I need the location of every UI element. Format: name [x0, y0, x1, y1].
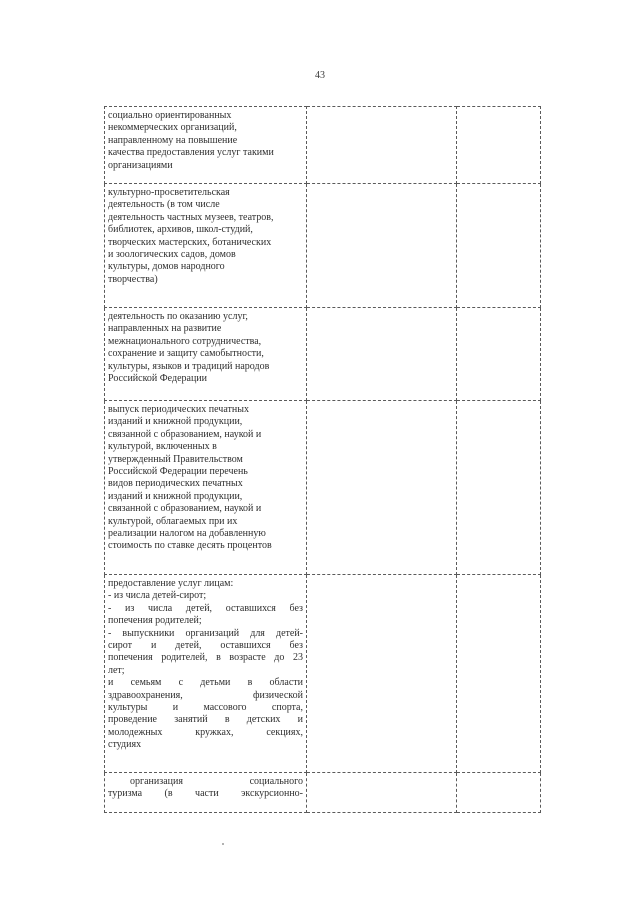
text-line: изданий и книжной продукции,	[108, 416, 243, 428]
empty-cell	[307, 401, 457, 575]
activity-cell	[105, 184, 307, 308]
text-line: лет;	[108, 664, 125, 676]
text-line: сохранение и защиту самобытности,	[108, 348, 264, 360]
text-line: реализации налогом на добавленную	[108, 528, 266, 540]
text-line: культуры, языков и традиций народов	[108, 360, 270, 372]
text-line: культурно-просветительская	[108, 187, 230, 198]
empty-cell	[457, 401, 541, 575]
text-line: организация социального	[130, 776, 303, 787]
text-line: - из числа детей-сирот;	[108, 590, 207, 602]
text-line: проведение занятий в детских и	[108, 714, 303, 726]
text-line: качества предоставления услуг такими	[108, 147, 274, 159]
activities-table	[104, 106, 541, 813]
text-line: попечения родителей;	[108, 615, 202, 627]
table-row	[105, 773, 541, 813]
text-line: Российской Федерации перечень	[108, 466, 248, 478]
text-line: - выпускники организаций для детей-	[108, 627, 303, 639]
text-line: сирот и детей, оставшихся без	[108, 640, 303, 652]
text-line: деятельность (в том числе	[108, 199, 220, 211]
text-line: видов периодических печатных	[108, 478, 243, 490]
empty-cell	[307, 184, 457, 308]
text-line: творческих мастерских, ботанических	[108, 236, 272, 248]
table-row	[105, 401, 541, 575]
text-line: библиотек, архивов, школ-студий,	[108, 224, 253, 236]
table-row	[105, 107, 541, 184]
text-line: организациями	[108, 159, 173, 171]
text-line: - из числа детей, оставшихся без	[108, 602, 303, 614]
text-line: социально ориентированных	[108, 110, 232, 121]
table-row	[105, 184, 541, 308]
table-row	[105, 575, 541, 773]
text-line: некоммерческих организаций,	[108, 122, 237, 134]
text-line: стоимость по ставке десять процентов	[108, 540, 272, 552]
text-line: творчества)	[108, 273, 158, 285]
text-line: связанной с образованием, наукой и	[108, 503, 262, 515]
activity-cell	[105, 401, 307, 575]
text-line: культурой, облагаемых при их	[108, 515, 238, 527]
text-line: изданий и книжной продукции,	[108, 490, 243, 502]
empty-cell	[307, 107, 457, 184]
text-line: выпуск периодических печатных	[108, 404, 249, 415]
text-line: и зоологических садов, домов	[108, 249, 236, 261]
activity-cell	[105, 773, 307, 813]
text-line: туризма (в части экскурсионно-	[108, 788, 303, 800]
empty-cell	[307, 773, 457, 813]
activity-cell	[105, 308, 307, 401]
text-line: утвержденный Правительством	[108, 453, 243, 465]
empty-cell	[457, 773, 541, 813]
empty-cell	[457, 107, 541, 184]
scan-speck	[222, 843, 224, 845]
empty-cell	[457, 308, 541, 401]
text-line: связанной с образованием, наукой и	[108, 428, 262, 440]
empty-cell	[307, 308, 457, 401]
text-line: направленных на развитие	[108, 323, 222, 335]
text-line: и семьям с детьми в области	[108, 677, 303, 689]
text-line: культуры и массового спорта,	[108, 702, 303, 714]
activity-cell	[105, 107, 307, 184]
text-line: деятельность частных музеев, театров,	[108, 211, 274, 223]
text-line: деятельность по оказанию услуг,	[108, 311, 248, 322]
text-line: культурой, включенных в	[108, 441, 217, 453]
text-line: здравоохранения, физической	[108, 689, 303, 701]
text-line: межнационального сотрудничества,	[108, 335, 262, 347]
text-line: предоставление услуг лицам:	[108, 578, 234, 589]
empty-cell	[457, 184, 541, 308]
empty-cell	[457, 575, 541, 773]
text-line: культуры, домов народного	[108, 261, 225, 273]
empty-cell	[307, 575, 457, 773]
activity-cell	[105, 575, 307, 773]
text-line: направленному на повышение	[108, 134, 238, 146]
text-line: Российской Федерации	[108, 373, 208, 385]
page-number: 43	[315, 70, 325, 81]
text-line: попечения родителей, в возрасте до 23	[108, 652, 303, 664]
text-line: молодежных кружках, секциях,	[108, 726, 303, 738]
text-line: студиях	[108, 739, 142, 751]
table-row	[105, 308, 541, 401]
